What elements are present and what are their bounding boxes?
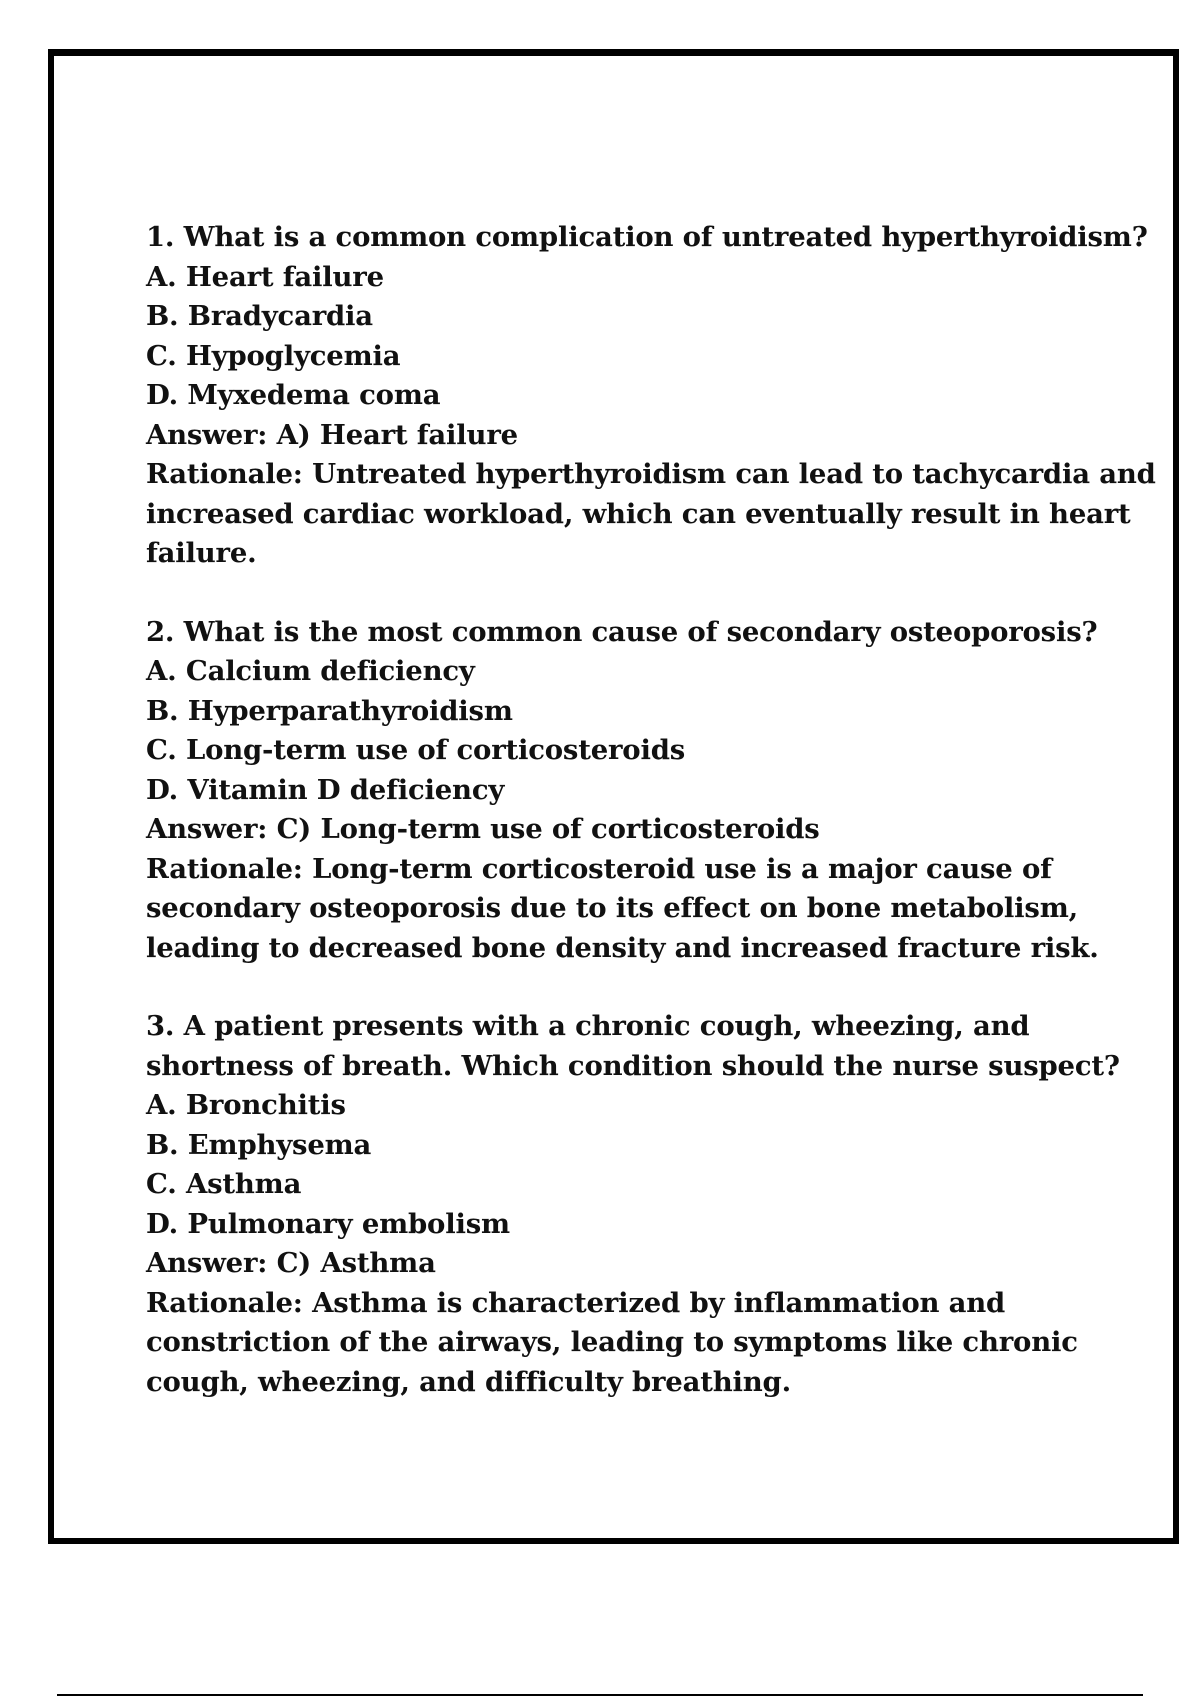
option-b: B. Hyperparathyroidism: [146, 694, 513, 727]
option-d: D. Vitamin D deficiency: [146, 773, 505, 806]
rationale-line: constriction of the airways, leading to symptoms like chronic: [146, 1326, 1078, 1358]
rationale-line: cough, wheezing, and difficulty breathing.: [146, 1365, 791, 1398]
question-text: 3. A patient presents with a chronic cough, wheezing, and: [146, 1010, 1030, 1042]
option-a: A. Calcium deficiency: [146, 655, 475, 687]
question-text: shortness of breath. Which condition should the nurse suspect?: [146, 1049, 1120, 1082]
rationale-line: Rationale: Long-term corticosteroid use is a major cause of: [146, 852, 1052, 885]
option-d: D. Myxedema coma: [146, 379, 441, 411]
option-c: C. Asthma: [146, 1168, 302, 1200]
answer-text: Answer: C) Asthma: [146, 1247, 436, 1279]
question-text: 1. What is a common complication of untreated hyperthyroidism?: [146, 221, 1148, 253]
question-block-3: [146, 1007, 1146, 1402]
option-b: B. Emphysema: [146, 1128, 372, 1161]
rationale-line: failure.: [146, 537, 257, 569]
rationale-line: leading to decreased bone density and increased fracture risk.: [146, 931, 1099, 964]
option-a: A. Heart failure: [146, 260, 384, 293]
rationale-line: Rationale: Untreated hyperthyroidism can lead to tachycardia and: [146, 458, 1156, 490]
question-block-1: [146, 218, 1156, 574]
option-b: B. Bradycardia: [146, 300, 373, 332]
option-a: A. Bronchitis: [146, 1089, 346, 1121]
answer-text: Answer: C) Long-term use of corticosteroids: [146, 813, 820, 845]
question-block-2: [146, 613, 1146, 969]
option-d: D. Pulmonary embolism: [146, 1207, 510, 1240]
rationale-line: Rationale: Asthma is characterized by inflammation and: [146, 1286, 1006, 1319]
answer-text: Answer: A) Heart failure: [146, 418, 518, 451]
bottom-rule-divider: [57, 1694, 1143, 1696]
option-c: C. Long-term use of corticosteroids: [146, 734, 685, 766]
question-text: 2. What is the most common cause of secondary osteoporosis?: [146, 615, 1098, 648]
rationale-line: increased cardiac workload, which can eventually result in heart: [146, 497, 1131, 530]
option-c: C. Hypoglycemia: [146, 339, 401, 372]
question-list: [146, 218, 1156, 1441]
rationale-line: secondary osteoporosis due to its effect on bone metabolism,: [146, 892, 1078, 924]
